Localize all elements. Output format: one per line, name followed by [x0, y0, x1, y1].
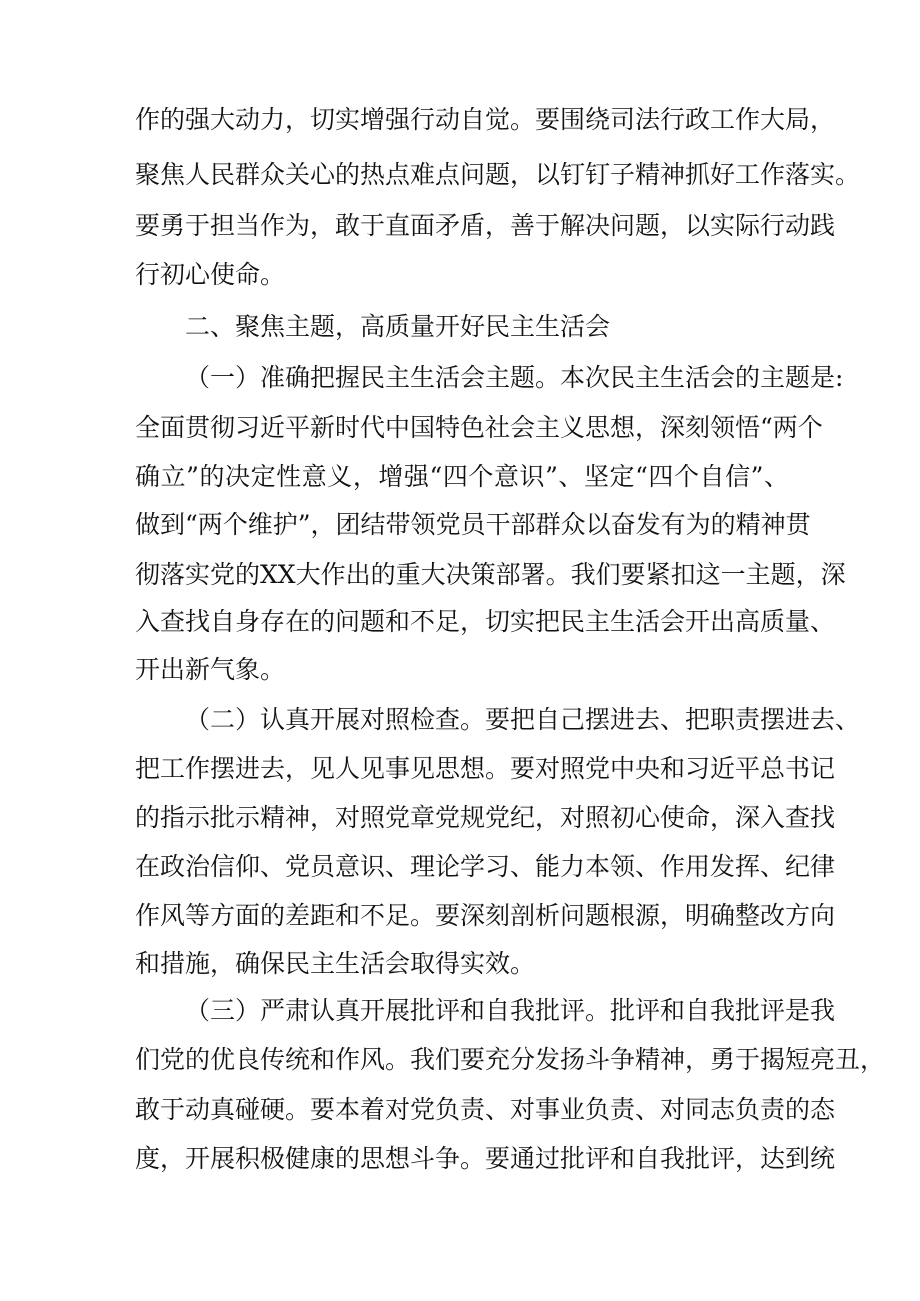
text-line-18: 和措施，确保民主生活会取得实效。: [135, 949, 536, 978]
text-line-10: 彻落实党的XX大作出的重大决策部署。我们要紧扣这一主题，深: [135, 560, 846, 589]
text-line-1: 作的强大动力，切实增强行动自觉。要围绕司法行政工作大局，: [135, 105, 836, 134]
text-line-8: 确立”的决定性意义，增强“四个意识”、坚定“四个自信”、: [135, 462, 789, 491]
text-line-7: 全面贯彻习近平新时代中国特色社会主义思想，深刻领悟“两个: [135, 413, 823, 442]
text-line-21: 敢于动真碰硬。要本着对党负责、对事业负责、对同志负责的态: [135, 1095, 836, 1124]
text-line-9: 做到“两个维护”，团结带领党员干部群众以奋发有为的精神贯: [135, 510, 811, 539]
text-line-16: 在政治信仰、党员意识、理论学习、能力本领、作用发挥、纪律: [135, 852, 836, 881]
text-line-4: 行初心使命。: [135, 260, 286, 289]
text-line-15: 的指示批示精神，对照党章党规党纪，对照初心使命，深入查找: [135, 803, 836, 832]
text-line-2: 聚焦人民群众关心的热点难点问题，以钉钉子精神抓好工作落实。: [135, 160, 861, 189]
section-heading: 二、聚焦主题，高质量开好民主生活会: [185, 312, 611, 341]
text-line-20: 们党的优良传统和作风。我们要充分发扬斗争精神，勇于揭短亮丑，: [135, 1045, 886, 1074]
text-line-11: 入查找自身存在的问题和不足，切实把民主生活会开出高质量、: [135, 607, 836, 636]
text-line-17: 作风等方面的差距和不足。要深刻剖析问题根源，明确整改方向: [135, 901, 836, 930]
text-line-3: 要勇于担当作为，敢于直面矛盾，善于解决问题，以实际行动践: [135, 211, 836, 240]
paragraph-1-heading: （一）准确把握民主生活会主题。本次民主生活会的主题是:: [185, 363, 844, 392]
paragraph-3-heading: （三）严肃认真开展批评和自我批评。批评和自我批评是我: [185, 996, 836, 1025]
paragraph-2-heading: （二）认真开展对照检查。要把自己摆进去、把职责摆进去、: [185, 705, 861, 734]
text-line-22: 度，开展积极健康的思想斗争。要通过批评和自我批评，达到统: [135, 1144, 836, 1173]
text-line-12: 开出新气象。: [135, 655, 286, 684]
text-line-14: 把工作摆进去，见人见事见思想。要对照党中央和习近平总书记: [135, 754, 836, 783]
